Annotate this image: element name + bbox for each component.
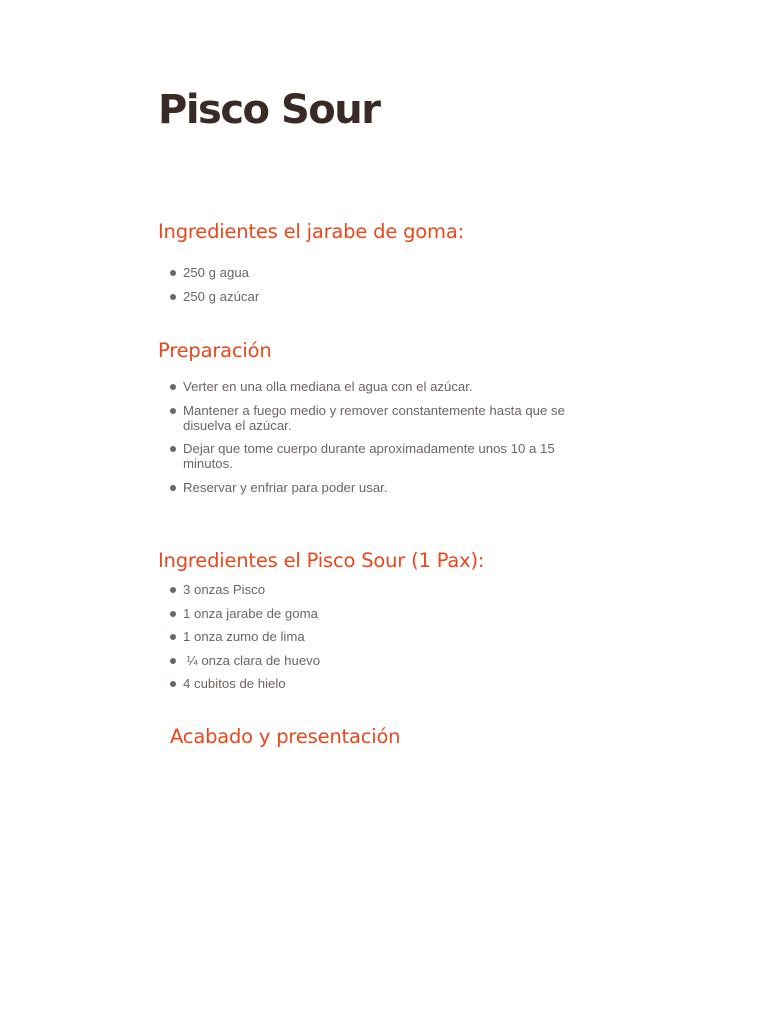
list-item: Reservar y enfriar para poder usar. bbox=[170, 480, 590, 495]
pisco-sour-ingredients-list bbox=[170, 582, 590, 700]
bullet-icon bbox=[170, 611, 176, 617]
list-item: 250 g azúcar bbox=[170, 289, 590, 304]
bullet-icon bbox=[170, 681, 176, 687]
bullet-icon bbox=[170, 408, 176, 414]
bullet-icon bbox=[170, 587, 176, 593]
bullet-icon bbox=[170, 294, 176, 300]
bullet-icon bbox=[170, 446, 176, 452]
preparation-steps-list bbox=[170, 379, 590, 503]
section-heading-finishing: Acabado y presentación bbox=[170, 725, 401, 748]
bullet-icon bbox=[170, 384, 176, 390]
bullet-icon bbox=[170, 270, 176, 276]
list-item: 3 onzas Pisco bbox=[170, 582, 590, 597]
list-item: 4 cubitos de hielo bbox=[170, 676, 590, 691]
bullet-icon bbox=[170, 634, 176, 640]
list-item: 1 onza zumo de lima bbox=[170, 629, 590, 644]
section-heading-pisco-sour-ingredients: Ingredientes el Pisco Sour (1 Pax): bbox=[158, 549, 485, 572]
section-heading-preparation: Preparación bbox=[158, 339, 272, 362]
list-item: 1 onza jarabe de goma bbox=[170, 606, 590, 621]
list-item: Verter en una olla mediana el agua con el azúcar. bbox=[170, 379, 590, 394]
list-item: Dejar que tome cuerpo durante aproximadamente unos 10 a 15 minutos. bbox=[170, 441, 590, 471]
list-item: ¼ onza clara de huevo bbox=[170, 653, 590, 668]
bullet-icon bbox=[170, 658, 176, 664]
section-heading-syrup-ingredients: Ingredientes el jarabe de goma: bbox=[158, 220, 464, 243]
list-item: 250 g agua bbox=[170, 265, 590, 280]
syrup-ingredients-list bbox=[170, 265, 590, 312]
page-title: Pisco Sour bbox=[158, 87, 380, 133]
list-item: Mantener a fuego medio y remover constantemente hasta que se disuelva el azúcar. bbox=[170, 403, 590, 433]
bullet-icon bbox=[170, 485, 176, 491]
